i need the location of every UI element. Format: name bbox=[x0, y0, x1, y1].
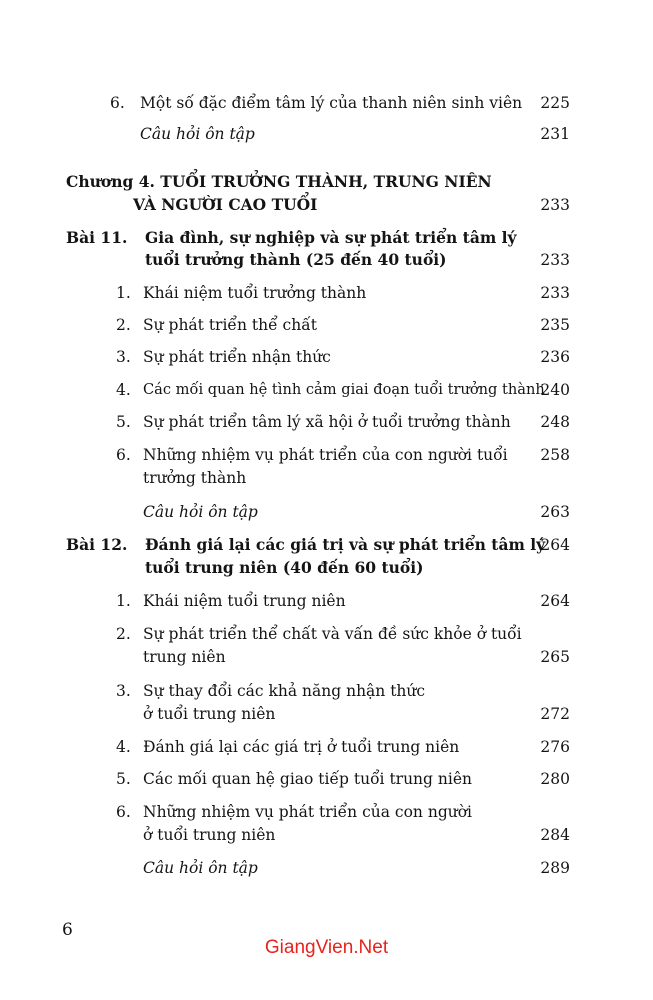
lesson-title-continued: tuổi trung niên (40 đến 60 tuổi) bbox=[145, 558, 424, 577]
toc-item-title: Những nhiệm vụ phát triển của con người tuổi bbox=[143, 446, 508, 464]
toc-item-page: 280 bbox=[540, 770, 570, 788]
toc-item-title: Sự phát triển thể chất và vấn đề sức khỏe ở tuổi bbox=[143, 625, 522, 643]
toc-item-title: Sự phát triển nhận thức bbox=[143, 348, 331, 366]
toc-item-page: 272 bbox=[540, 705, 570, 723]
toc-item-page: 284 bbox=[540, 826, 570, 844]
toc-item-title: Khái niệm tuổi trung niên bbox=[143, 592, 346, 610]
toc-item-page: 276 bbox=[540, 738, 570, 756]
toc-item-title: Sự thay đổi các khả năng nhận thức bbox=[143, 682, 426, 700]
toc-item-number: 2. bbox=[116, 625, 131, 643]
toc-item-title: Khái niệm tuổi trưởng thành bbox=[143, 284, 367, 302]
toc-item-page: 289 bbox=[540, 859, 570, 877]
chapter-heading: Chương 4. TUỔI TRƯỞNG THÀNH, TRUNG NIÊN bbox=[66, 172, 492, 191]
toc-item-page: 233 bbox=[540, 196, 570, 214]
watermark-footer: GiangVien.Net bbox=[264, 937, 389, 958]
toc-item-number: 5. bbox=[116, 770, 131, 788]
toc-item-title-continued: trung niên bbox=[143, 648, 226, 666]
lesson-title-continued: tuổi trưởng thành (25 đến 40 tuổi) bbox=[145, 250, 447, 269]
toc-item-title-continued: trưởng thành bbox=[143, 469, 247, 487]
toc-item-title: Sự phát triển tâm lý xã hội ở tuổi trưởng thành bbox=[143, 413, 511, 431]
toc-item-page: 233 bbox=[540, 251, 570, 269]
toc-item-page: 231 bbox=[540, 125, 570, 143]
toc-item-page: 225 bbox=[540, 94, 570, 112]
lesson-title: Gia đình, sự nghiệp và sự phát triển tâm lý bbox=[145, 228, 517, 247]
toc-item-page: 263 bbox=[540, 503, 570, 521]
toc-item-title-continued: ở tuổi trung niên bbox=[143, 826, 276, 844]
toc-item-title: Các mối quan hệ giao tiếp tuổi trung niên bbox=[143, 770, 472, 788]
toc-item-number: 2. bbox=[116, 316, 131, 334]
toc-item-title: Đánh giá lại các giá trị ở tuổi trung niên bbox=[143, 738, 460, 756]
page-number: 6 bbox=[62, 920, 73, 940]
toc-item-number: 6. bbox=[116, 803, 131, 821]
review-questions-label: Câu hỏi ôn tập bbox=[143, 503, 258, 521]
lesson-number: Bài 11. bbox=[66, 228, 128, 247]
toc-item-page: 264 bbox=[540, 536, 570, 554]
toc-item-number: 5. bbox=[116, 413, 131, 431]
toc-item-page: 264 bbox=[540, 592, 570, 610]
toc-item-page: 258 bbox=[540, 446, 570, 464]
toc-item-number: 3. bbox=[116, 348, 131, 366]
toc-item-number: 4. bbox=[116, 738, 131, 756]
toc-item-number: 6. bbox=[116, 446, 131, 464]
toc-item-page: 236 bbox=[540, 348, 570, 366]
toc-item-page: 233 bbox=[540, 284, 570, 302]
toc-item-title: Một số đặc điểm tâm lý của thanh niên sinh viên bbox=[140, 94, 523, 112]
lesson-number: Bài 12. bbox=[66, 535, 128, 554]
toc-item-number: 3. bbox=[116, 682, 131, 700]
review-questions-label: Câu hỏi ôn tập bbox=[143, 859, 258, 877]
review-questions-label: Câu hỏi ôn tập bbox=[140, 125, 255, 143]
toc-item-page: 248 bbox=[540, 413, 570, 431]
toc-item-number: 6. bbox=[110, 94, 125, 112]
toc-item-title: Những nhiệm vụ phát triển của con người bbox=[143, 803, 473, 821]
toc-item-title: Sự phát triển thể chất bbox=[143, 316, 317, 334]
toc-item-page: 265 bbox=[540, 648, 570, 666]
toc-item-number: 1. bbox=[116, 592, 131, 610]
toc-item-number: 1. bbox=[116, 284, 131, 302]
toc-item-page: 240 bbox=[540, 381, 570, 399]
toc-item-title-continued: ở tuổi trung niên bbox=[143, 705, 276, 723]
toc-item-title: Các mối quan hệ tình cảm giai đoạn tuổi trưởng thành bbox=[143, 381, 545, 398]
lesson-title: Đánh giá lại các giá trị và sự phát triển tâm lý bbox=[145, 535, 546, 554]
toc-item-number: 4. bbox=[116, 381, 131, 399]
chapter-heading-continued: VÀ NGƯỜI CAO TUỔI bbox=[133, 195, 318, 214]
toc-item-page: 235 bbox=[540, 316, 570, 334]
